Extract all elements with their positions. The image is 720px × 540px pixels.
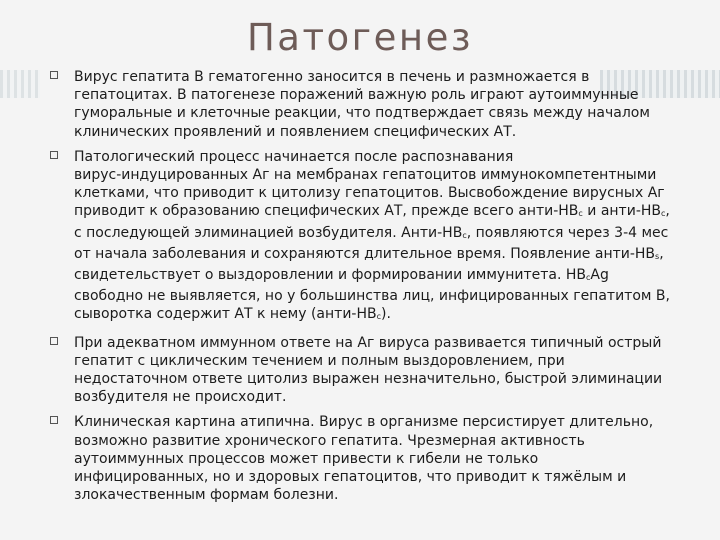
text-line <box>74 245 694 266</box>
bullet-item-4 <box>44 413 694 504</box>
square-bullet-icon <box>50 337 58 345</box>
text-line: гепатоцитах. В патогенезе поражений важную роль играют аутоиммунные <box>74 87 639 104</box>
decorative-stripe-left <box>0 70 40 98</box>
text-line: гепатит с циклическим течением и полным выздоровлением, при <box>74 352 565 369</box>
text-line <box>74 305 694 326</box>
slide-title: Патогенез <box>246 16 474 59</box>
text-line: клинических проявлений и появлением специфических АТ. <box>74 123 517 140</box>
text-fragment: , <box>659 245 664 262</box>
text-line: вирус-индуцированных Аг на мембранах гепатоцитов иммунокомпетентными <box>74 167 657 184</box>
text-line <box>74 266 694 287</box>
text-line: возможно развитие хронического гепатита. Чрезмерная активность <box>74 432 585 449</box>
text-fragment: Ag <box>590 267 609 284</box>
text-fragment: и анти-НВ <box>582 203 661 220</box>
text-fragment: свидетельствует о выздоровлении и формировании иммунитета. НВ <box>74 267 586 284</box>
subscript: c <box>586 273 591 283</box>
text-fragment: с последующей элиминацией возбудителя. Анти-НВ <box>74 224 463 241</box>
text-fragment: , <box>665 203 670 220</box>
text-line: клетками, что приводит к цитолизу гепатоцитов. Высвобождение вирусных Аг <box>74 185 665 202</box>
text-fragment: ). <box>381 306 391 323</box>
text-fragment: сыворотка содержит АТ к нему (анти-НВ <box>74 306 377 323</box>
bullet-item-3 <box>44 334 694 407</box>
subscript: c <box>578 209 583 219</box>
subscript: c <box>661 209 666 219</box>
square-bullet-icon <box>50 71 58 79</box>
text-fragment: , появляются через 3-4 мес <box>466 224 669 241</box>
square-bullet-icon <box>50 151 58 159</box>
text-line: злокачественным формам болезни. <box>74 487 339 504</box>
text-line: свободно не выявляется, но у большинства лиц, инфицированных гепатитом В, <box>74 288 670 305</box>
text-fragment: приводит к образованию специфических АТ, прежде всего анти-НВ <box>74 203 579 220</box>
text-line: инфицированных, но и здоровых гепатоцитов, что приводит к тяжёлым и <box>74 469 627 486</box>
text-line <box>74 202 694 223</box>
square-bullet-icon <box>50 416 58 424</box>
subscript: s <box>655 251 660 261</box>
bullet-item-2 <box>44 148 694 327</box>
bullet-item-1 <box>44 68 694 141</box>
text-line: Вирус гепатита В гематогенно заносится в печень и размножается в <box>74 69 590 85</box>
bullet-list <box>44 68 694 511</box>
text-line: аутоиммунных процессов может привести к гибели не только <box>74 450 539 467</box>
text-line: недостаточном ответе цитолиз выражен незначительно, быстрой элиминации <box>74 371 663 388</box>
subscript: c <box>462 230 467 240</box>
text-line: возбудителя не происходит. <box>74 389 287 406</box>
text-line: Клиническая картина атипична. Вирус в организме персистирует длительно, <box>74 414 654 431</box>
text-fragment: от начала заболевания и сохраняются длительное время. Появление анти-НВ <box>74 245 656 262</box>
text-line: При адекватном иммунном ответе на Аг вируса развивается типичный острый <box>74 334 662 351</box>
subscript: c <box>376 312 382 322</box>
text-line: гуморальные и клеточные реакции, что подтверждает связь между началом <box>74 105 650 122</box>
text-line: Патологический процесс начинается после распознавания <box>74 148 514 165</box>
text-line <box>74 224 694 245</box>
